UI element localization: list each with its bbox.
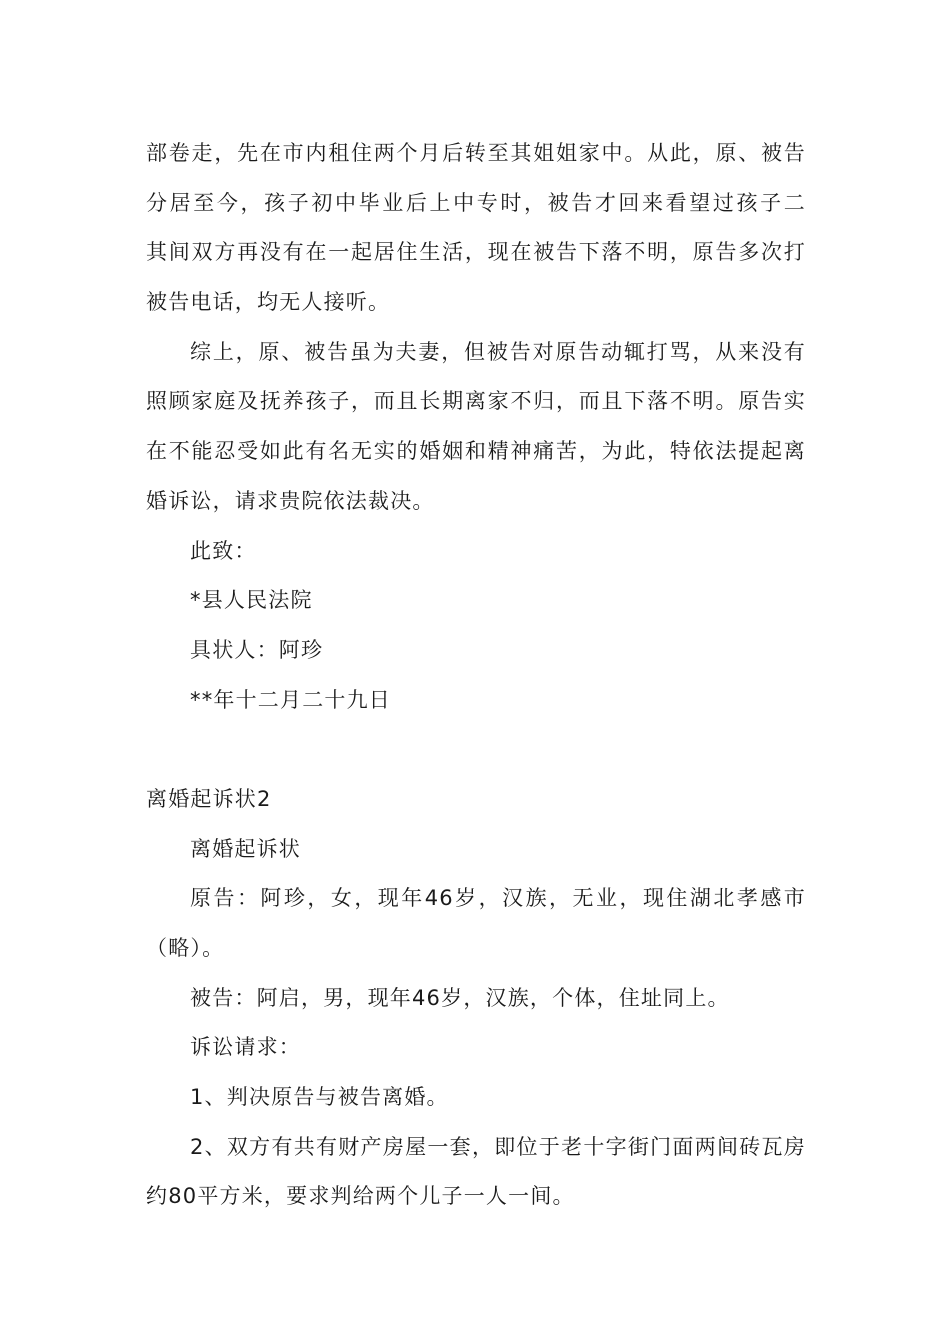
section-heading: 离婚起诉状2 bbox=[146, 786, 272, 811]
court-name: *县人民法院 bbox=[190, 588, 313, 613]
text-line: 被告电话，均无人接听。 bbox=[146, 290, 391, 315]
paragraph-summary bbox=[146, 328, 806, 527]
text-line: 照顾家庭及抚养孩子，而且长期离家不归，而且下落不明。原告实 bbox=[146, 389, 806, 414]
claim-item: 1、判决原告与被告离婚。 bbox=[190, 1085, 449, 1110]
signer: 具状人：阿珍 bbox=[190, 637, 324, 662]
text-line: 婚诉讼，请求贵院依法裁决。 bbox=[146, 488, 435, 513]
claims-heading: 诉讼请求： bbox=[190, 1035, 301, 1060]
text-line: 其间双方再没有在一起居住生活，现在被告下落不明，原告多次打 bbox=[146, 240, 806, 265]
salutation: 此致： bbox=[190, 538, 257, 563]
claim-item: 约80平方米，要求判给两个儿子一人一间。 bbox=[146, 1184, 575, 1209]
document-body bbox=[146, 129, 806, 1222]
text-line: 在不能忍受如此有名无实的婚姻和精神痛苦，为此，特依法提起离 bbox=[146, 439, 806, 464]
defendant-line: 被告：阿启，男，现年46岁，汉族，个体，住址同上。 bbox=[190, 985, 730, 1010]
paragraph-continued bbox=[146, 129, 806, 328]
plaintiff-line: 原告：阿珍，女，现年46岁，汉族，无业，现住湖北孝感市 bbox=[190, 886, 806, 911]
section-gap bbox=[146, 725, 806, 775]
claim-item: 2、双方有共有财产房屋一套，即位于老十字街门面两间砖瓦房 bbox=[190, 1134, 806, 1159]
text-line: 分居至今，孩子初中毕业后上中专时，被告才回来看望过孩子二 bbox=[146, 190, 806, 215]
date: **年十二月二十九日 bbox=[190, 687, 391, 712]
section-2 bbox=[146, 775, 806, 1222]
plaintiff-line: （略）。 bbox=[146, 936, 225, 960]
text-line: 部卷走，先在市内租住两个月后转至其姐姐家中。从此，原、被告 bbox=[146, 141, 806, 165]
closing-block bbox=[146, 527, 806, 726]
document-title: 离婚起诉状 bbox=[190, 836, 301, 861]
text-line: 综上，原、被告虽为夫妻，但被告对原告动辄打骂，从来没有 bbox=[190, 339, 806, 364]
